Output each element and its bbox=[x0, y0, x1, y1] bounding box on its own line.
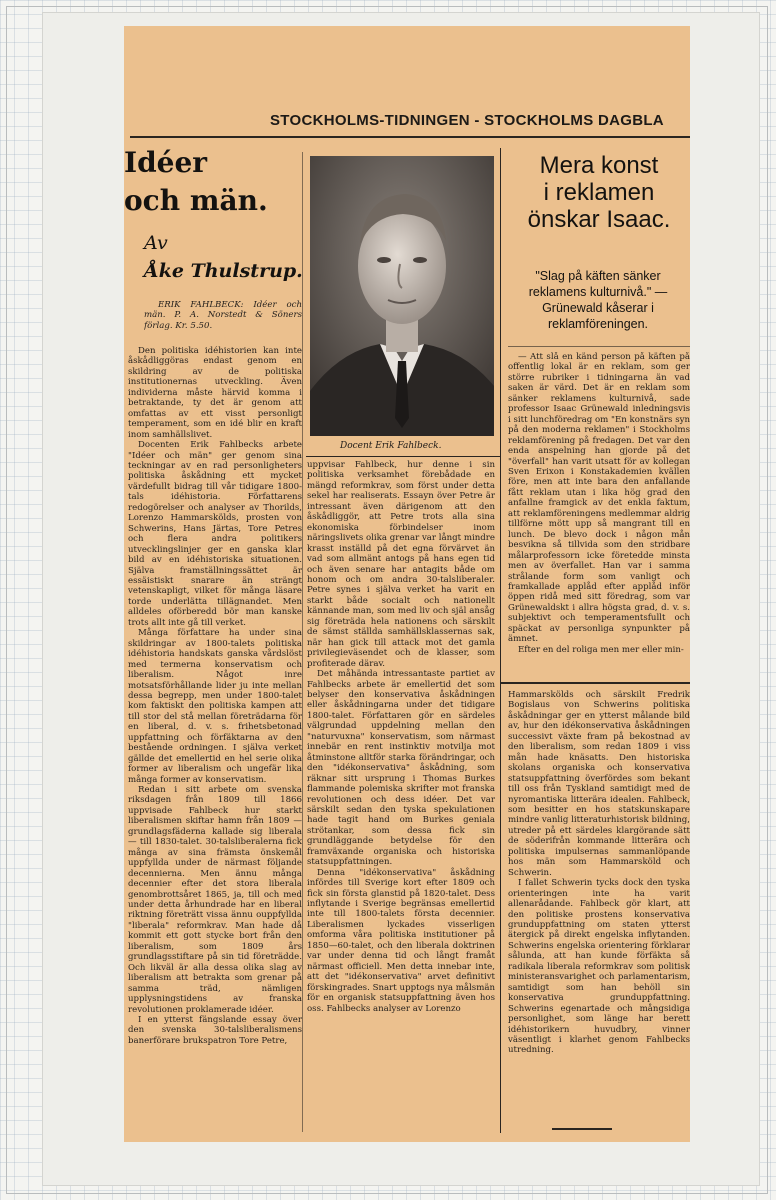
column-rule-1 bbox=[302, 152, 303, 1132]
end-mark bbox=[552, 1128, 612, 1130]
column-2 bbox=[307, 460, 495, 1136]
book-reference bbox=[144, 300, 302, 338]
byline-av: Av bbox=[144, 232, 168, 254]
col1-para: Den politiska idéhistorien kan inte åskådliggöras endast genom en skildring av de politiska institutionernas utveckling. Även individerna måste härvid komma i betraktande, ty det är genom att omfattas av ett visst personligt temperament, som en idé blir en kraft inom samhällslivet. bbox=[128, 346, 302, 440]
headline-line2: och män. bbox=[124, 184, 268, 217]
column-1 bbox=[128, 346, 302, 1132]
caption-rule bbox=[306, 456, 500, 457]
right-lower-para: Hammarskölds och särskilt Fredrik Bogislaus von Schwerins politiska åskådningar ger en ytterst målande bild av, hur den idékonservativa åskådningen successivt växte fram på bekostnad av den liberalism, som redan 1809 i viss mån hade knäsatts. Den historiska skolans organiska och konservativa statsuppfattning överfördes som bekant till oss från Tyskland samtidigt med de nyromantiska litterära idealen. Fahlbeck, som besitter en hos statskunskapare mindre vanlig litteraturhistorisk bildning, utreder på ett särdeles klargörande sätt de söderifrån kommande litterära och politiska impulsernas sammanlöpande hos män som Hammarsköld och Schwerin. bbox=[508, 690, 690, 878]
right-article-end-rule bbox=[500, 682, 690, 684]
right-para: Efter en del roliga men mer eller min- bbox=[518, 644, 684, 655]
portrait-photo bbox=[310, 156, 494, 436]
col1-para: Många författare ha under sina skildringar av 1800-talets politiska idéhistoria handskats ganska vårdslöst med termerna konservatism och liberalism. Något inre motsatsförhållande lider ju inte mellan dessa begrepp, men under 1800-talet kom faktiskt den politiska kampen att till stor del stå mellan företrädarna för en liberal, d. v. s. frihetsbetonad uppfattning och förfäktarna av den bestående ordningen. I själva verket gällde det emellertid en hel serie olika former av liberalism och ungefär lika många former av konservatism. bbox=[128, 628, 302, 785]
photo-caption: Docent Erik Fahlbeck. bbox=[340, 441, 442, 451]
right-subhead: "Slag på käften sänker reklamens kulturnivå." — Grünewald kåserar i reklamföreningen. bbox=[528, 269, 668, 331]
book-reference-text: ERIK FAHLBECK: Idéer och män. P. A. Norstedt & Söners förlag. Kr. 5.50. bbox=[144, 300, 302, 331]
headline-line1: Idéer bbox=[124, 146, 208, 179]
col1-para: Docenten Erik Fahlbecks arbete "Idéer och män" ger genom sina teckningar av en rad personligheters politiska åskådning ett mycket värdefullt bidrag till vår tidigare 1800-tals idéhistoria. Författarens redogörelser och analyser av Thorilds, Lorenzo Hammarskölds, prosten von Schwerins, Hans Järtas, Tore Petres och flera andra politikers utvecklingslinjer ger en ganska klar bild av en idéhistoriska situationen. Själva framställningssättet är essäistiskt snarare än strängt vetenskapligt, vilket för många läsare torde underlätta tillägnandet. Men alldeles oförberedd bör man kanske trots allt inte gå till verket. bbox=[128, 440, 302, 628]
right-article-body bbox=[508, 352, 690, 682]
col2-para: uppvisar Fahlbeck, hur denne i sin politiska verksamhet förebådade en mängd reformkrav, som först under detta sekel har realiserats. Essayn över Petre är intressant även därigenom att den åskådliggör, att Petre trots alla sina ekonomiska förbindelser inom näringslivets olika grenar var långt mindre krasst inställd på det egna förvärvet än vad som allmänt antogs på hans egen tid och även senare har antagits både om honom och om andra 30-talsliberaler. Petre synes i själva verket ha varit en starkt både socialt och nationellt kännande man, som med liv och själ ansåg sig företräda hela nationens och särskilt de sämst ställda samhällsklassernas sak, när han gick till attack mot det gamla privilegieväsendet och de klasser, som profiterade därav. bbox=[307, 460, 495, 669]
column-rule-2 bbox=[500, 148, 501, 1133]
byline-author: Åke Thulstrup. bbox=[144, 260, 303, 282]
masthead: STOCKHOLMS-TIDNINGEN - STOCKHOLMS DAGBLA bbox=[270, 112, 664, 129]
col2-para: Det måhända intressantaste partiet av Fahlbecks arbete är emellertid det som belyser den konservativa åskådningen eller åskådningarna under det tidigare 1800-talet. Författaren gör en särdeles välgrundad uppdelning mellan den "naturvuxna" konservatism, som närmast innebär en rent instinktiv motvilja mot åtminstone alltför starka förändringar, och den "idékonservativa" åskådning, som räknar sitt ursprung i Thomas Burkes flammande polemiska skrifter mot franska revolutionen och dess idéer. Det var särskilt sedan den tyska spekulationen hade tagit hand om Burkes geniala strötankar, som dessa fick sin grundläggande betydelse för den framväxande organiska och historiska statsuppfattningen. bbox=[307, 669, 495, 868]
right-headline-line: i reklamen bbox=[543, 179, 655, 206]
right-lower-column bbox=[508, 690, 690, 1120]
right-lower-para: I fallet Schwerin tycks dock den tyska orienteringen inte ha varit allenarådande. Fahlbeck gör klart, att den politiske prostens konservativa grunduppfattning om staten ytterst ätergick på direkt engelska inflytanden. Schwerins engelska orientering förklarar sålunda, att han kunde förfäkta så radikala liberala reformkrav som politisk ministeransvarighet och parlamentarism, samtidigt som han behöll sin konservativa grunduppfattning. Schwerins egenartade och mångsidiga personlighet, som länge har berett idéhistorikern huvudbry, vinner väsentligt i klarhet genom Fahlbecks utredning. bbox=[508, 878, 690, 1056]
portrait-svg bbox=[310, 156, 494, 436]
right-subhead-rule bbox=[508, 346, 690, 347]
col1-para: Redan i sitt arbete om svenska riksdagen från 1809 till 1866 uppvisade Fahlbeck hur starkt liberalismen skiftar hamn från 1809 — grundlagsfäderna kallade sig liberala — till 1830-talet. 30-talsliberalerna fick många av sina främsta önskemål uppfyllda under de närmast följande decennierna. Men ännu många decennier efter det stora liberala genombrottsåret 1865, ja, till och med under detta århundrade har en liberal riktning företrätt vissa ännu ouppfyllda "liberala" reformkrav. Man hade då kommit ett gott stycke bort från den liberalism, som 1809 års grundlagsstiftare på sin tid företrädde. Och likväl är alla dessa olika slag av liberalism att betrakta som grenar på samma träd, nämligen upplysningstidens av franska revolutionen proklamerade idéer. bbox=[128, 785, 302, 1015]
col1-para: I en ytterst fängslande essay över den svenska 30-talsliberalismens banerförare brukspatron Tore Petre, bbox=[128, 1015, 302, 1046]
right-para: — Att slå en känd person på käften på offentlig lokal är en reklam, som ger större rubriker i tidningarna än vad saken är värd. Det är en reklam som sänker reklamens kulturnivå, sade professor Isaac Grünewald inledningsvis i sitt lunchföredrag om "En konstnärs syn på den moderna reklamen" i Stockholms reklamförening på fredagen. Det var den enda anspelning han gjorde på det "överfall" han varit utsatt för av kollegan Sven Erixon i Konstakademien kvällen före, men att inte bara den anfallande fått reklam utan i lika hög grad den anfallne framgick av det enkla faktum, att reklamföreningens medlemmar aldrig tillförne mött upp så mangrant till en lunch. De blevo dock i någon mån besvikna så tillvida som den stridbare målarprofessorn icke företedde minsta men av överfallet. Han var i samma strålande form som vanligt och framkallade applåd efter applåd inför öppen ridå med sitt föredrag, som var Grünewaldskt i allra högsta grad, d. v. s. subjektivt och temperamentsfullt och späckat av personliga synpunkter på ämnet. bbox=[508, 352, 690, 645]
right-headline-line: Mera konst bbox=[539, 152, 659, 179]
col2-para: Denna "idékonservativa" åskådning infördes till Sverige kort efter 1809 och fick sin första glanstid på 1820-talet. Dess inflytande i Sverige begränsas emellertid inte till 1800-talets första decennier. Liberalismen lyckades visserligen omforma våra politiska institutioner på 1850—60-talet, och den liberala doktrinen var under denna tid och långt framåt närmast officiell. Men detta innebar inte, att det "idékonservativa" arvet definitivt förskingrades. Snart upptogs nya målsmän för en organisk statsuppfattning även hos oss. Fahlbecks analyser av Lorenzo bbox=[307, 867, 495, 1014]
right-headline-line: önskar Isaac. bbox=[527, 206, 671, 233]
right-headline bbox=[508, 152, 690, 233]
masthead-rule bbox=[130, 136, 690, 138]
